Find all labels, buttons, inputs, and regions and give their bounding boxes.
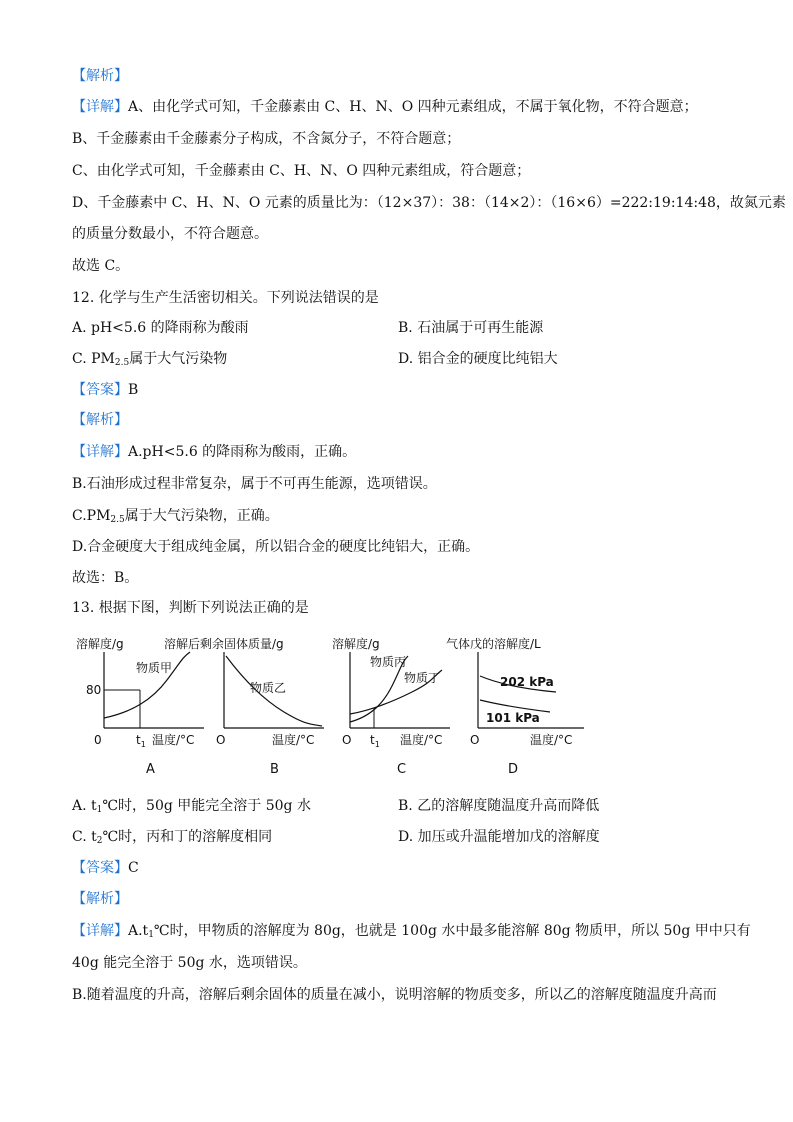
fig-a-xlabel: 温度/°C (152, 733, 195, 747)
q13-option-a-rest: ℃时，50g 甲能完全溶于 50g 水 (102, 798, 311, 814)
fig-d-curve2-label: 101 kPa (486, 711, 540, 725)
q12-conclusion: 故选：B。 (72, 570, 139, 586)
figure-c (332, 630, 456, 750)
question-12-stem: 12. 化学与生产生活密切相关。下列说法错误的是 (72, 290, 379, 306)
fig-b-ylabel-wrap (160, 630, 320, 654)
q12-option-c-sub: 2.5 (114, 358, 130, 368)
q13-detail-b: B.随着温度的升高，溶解后剩余固体的质量在减小，说明溶解的物质变多，所以乙的溶解度随温度升高而 (72, 987, 717, 1003)
detail-line-b: B、千金藤素由千金藤素分子构成，不含氮分子，不符合题意； (72, 131, 461, 147)
answer-tag: 【答案】 (72, 382, 128, 398)
q12-option-c (72, 349, 227, 373)
fig-a-origin: 0 (94, 733, 102, 747)
q12-detail-c-rest: 属于大气污染物，正确。 (124, 508, 279, 524)
q13-answer (72, 858, 139, 878)
q13-option-a-sub: 1 (96, 805, 103, 815)
fig-d-origin: O (470, 733, 480, 747)
detail-line-d: D、千金藤素中 C、H、N、O 元素的质量比为：（12×37）：38：（14×2）：（16×6）=222:19:14:48，故氮元素 (72, 195, 786, 211)
fig-c-xlabel: 温度/°C (400, 733, 443, 747)
q13-option-c-rest: ℃时，丙和丁的溶解度相同 (102, 829, 273, 845)
analysis-heading: 【解析】 (72, 68, 128, 84)
fig-d-xlabel: 温度/°C (530, 733, 573, 747)
q12-detail-c-text: C.PM (72, 508, 111, 524)
fig-c-origin: O (342, 733, 352, 747)
fig-a-y80: 80 (86, 683, 102, 697)
detail-line-d-cont: 的质量分数最小，不符合题意。 (72, 226, 268, 242)
detail-tag: 【详解】 (72, 923, 128, 939)
q12-option-a: A. pH<5.6 的降雨称为酸雨 (72, 320, 249, 336)
q13-detail-a-cont: 40g 能完全溶于 50g 水，选项错误。 (72, 955, 307, 971)
fig-c-curve2-label: 物质丁 (404, 671, 441, 685)
q12-detail-c (72, 506, 279, 530)
q13-option-d: D. 加压或升温能增加戊的溶解度 (398, 829, 600, 845)
q13-option-a-text: A. t (72, 798, 97, 814)
fig-b-caption: B (270, 762, 279, 777)
fig-a-caption: A (146, 762, 155, 777)
fig-a-curve-label: 物质甲 (136, 661, 173, 675)
fig-c-curve1-label: 物质丙 (370, 655, 407, 669)
q12-detail-c-sub: 2.5 (110, 515, 125, 525)
fig-a-t1: $t_1$ (136, 733, 146, 749)
q13-option-a (72, 796, 311, 820)
q13-option-b: B. 乙的溶解度随温度升高而降低 (398, 798, 600, 814)
q13-option-c-text: C. t (72, 829, 97, 845)
q12-analysis-heading: 【解析】 (72, 412, 128, 428)
q13-detail-a-rest: ℃时，甲物质的溶解度为 80g，也就是 100g 水中最多能溶解 80g 物质甲，所以 50g 甲中只有 (153, 923, 751, 939)
q12-detail-a (72, 442, 356, 462)
fig-d-caption: D (508, 762, 519, 777)
detail-line-c: C、由化学式可知，千金藤素由 C、H、N、O 四种元素组成，符合题意； (72, 163, 531, 179)
q12-option-c-text: C. PM (72, 351, 115, 367)
detail-tag: 【详解】 (72, 444, 128, 460)
q13-detail-a-sub: 1 (148, 930, 154, 940)
fig-c-ylabel: 溶解度/g (332, 637, 380, 651)
q12-option-d: D. 铝合金的硬度比纯铝大 (398, 351, 558, 367)
q12-answer (72, 380, 138, 400)
fig-b-ylabel-text: 溶解后剩余固体质量/g (164, 637, 284, 651)
fig-b-curve-label: 物质乙 (250, 681, 287, 695)
q12-option-b: B. 石油属于可再生能源 (398, 320, 544, 336)
answer-value: B (128, 382, 139, 398)
q13-option-c (72, 827, 272, 851)
q13-analysis-heading: 【解析】 (72, 891, 128, 907)
detail-text: A.pH<5.6 的降雨称为酸雨，正确。 (128, 444, 357, 460)
answer-value: C (128, 860, 139, 876)
fig-a-ylabel: 溶解度/g (76, 637, 124, 651)
detail-text: A、由化学式可知，千金藤素由 C、H、N、O 四种元素组成，不属于氧化物，不符合题意； (128, 99, 698, 115)
detail-line-a (72, 97, 698, 117)
fig-d-curve1-label: 202 kPa (500, 675, 554, 689)
q12-detail-d: D.合金硬度大于组成纯金属，所以铝合金的硬度比纯铝大，正确。 (72, 539, 480, 555)
fig-b-origin: O (216, 733, 226, 747)
fig-c-t1: $t_1$ (370, 733, 380, 749)
q12-detail-b: B.石油形成过程非常复杂，属于不可再生能源，选项错误。 (72, 476, 437, 492)
fig-d-ylabel: 气体戊的溶解度/L (446, 637, 541, 651)
fig-b-xlabel: 温度/°C (272, 733, 315, 747)
q13-option-c-sub: 2 (96, 836, 103, 846)
fig-c-caption: C (397, 762, 407, 777)
conclusion: 故选 C。 (72, 258, 130, 274)
q12-option-c-rest: 属于大气污染物 (129, 351, 228, 367)
question-13-stem: 13. 根据下图，判断下列说法正确的是 (72, 600, 309, 616)
q13-detail-a (72, 921, 751, 945)
answer-tag: 【答案】 (72, 860, 128, 876)
figure-d (444, 630, 594, 750)
q13-detail-a-text: A.t (128, 923, 149, 939)
detail-tag: 【详解】 (72, 99, 128, 115)
